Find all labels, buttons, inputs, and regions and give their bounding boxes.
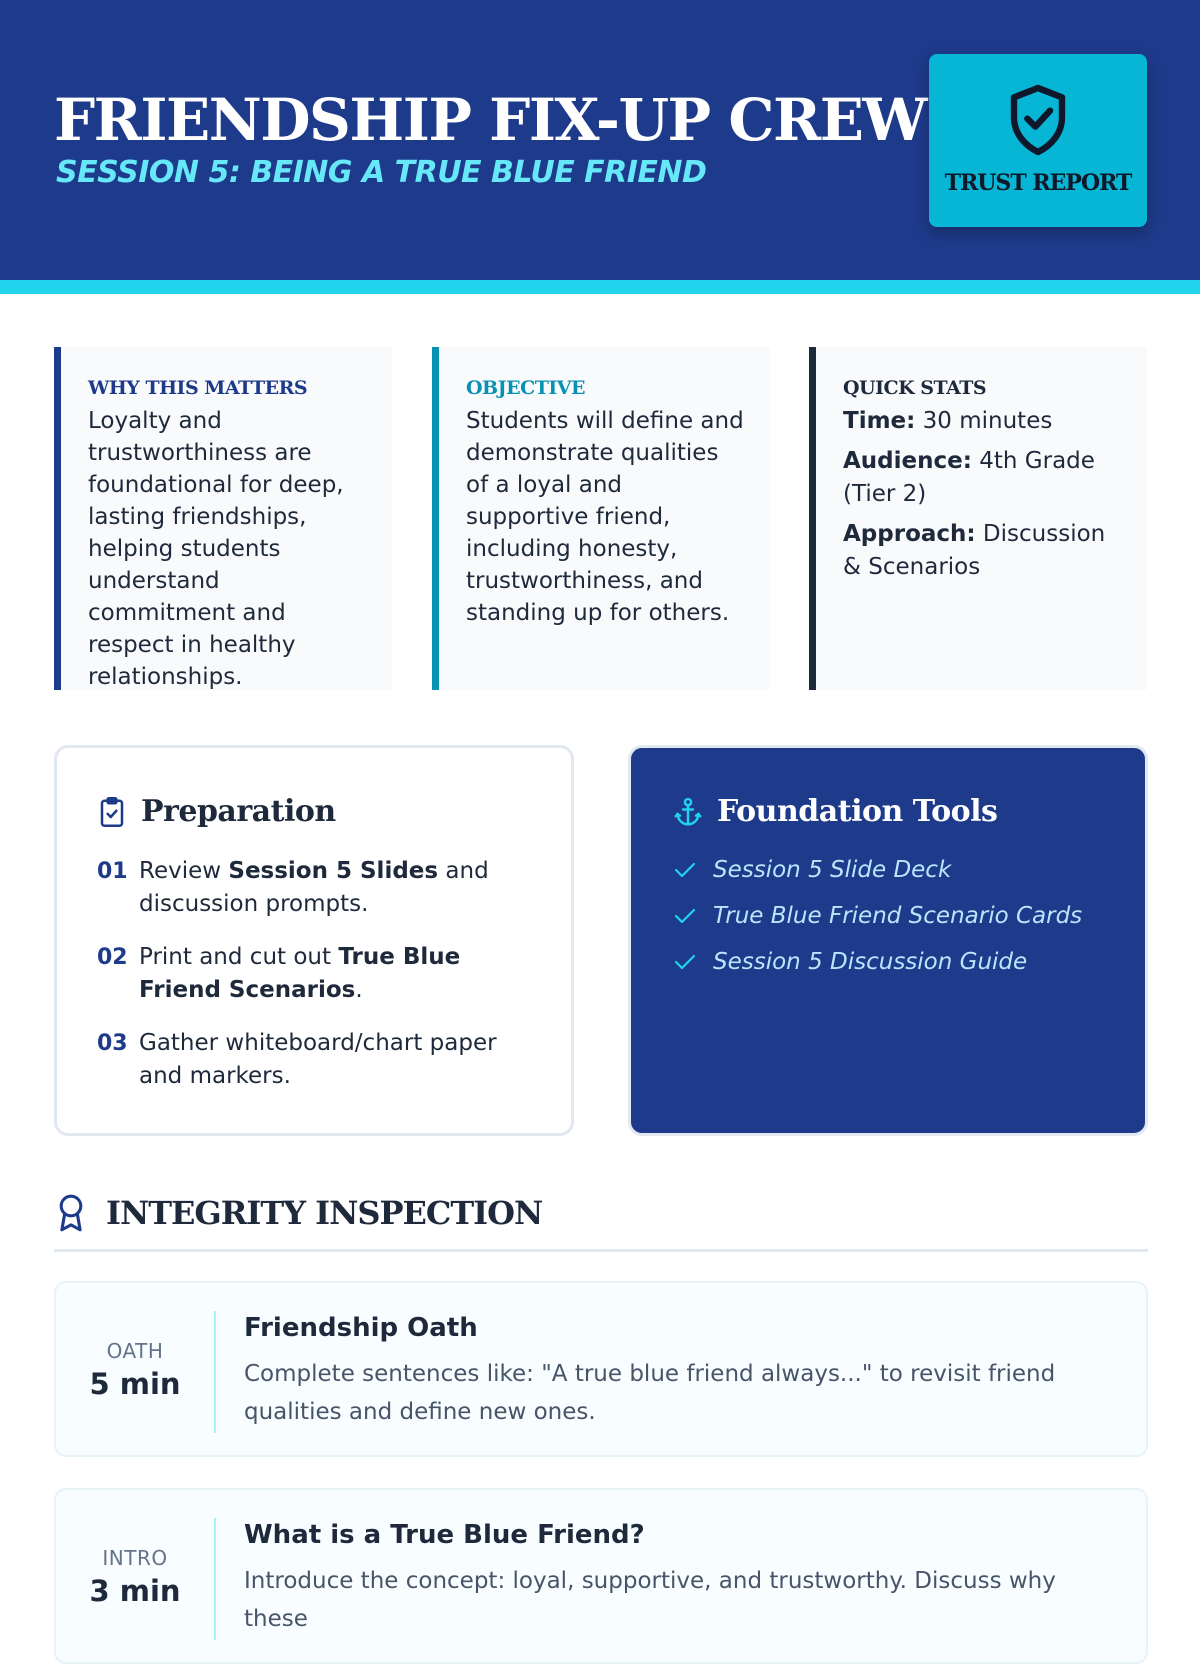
activity-description: Introduce the concept: loyal, supportive, and trustworthy. Discuss why these (244, 1568, 1056, 1632)
prep-step (97, 855, 533, 921)
page-title: FRIENDSHIP FIX-UP CREW (54, 86, 927, 154)
activity-tag: OATH (106, 1339, 164, 1363)
clipboard-check-icon (97, 795, 127, 829)
quick-stats-card (809, 347, 1147, 690)
header-banner (0, 0, 1200, 280)
tool-item-label: Session 5 Discussion Guide (713, 949, 1028, 975)
activity-duration: 3 min (89, 1574, 181, 1608)
foundation-tools-header (673, 794, 1107, 829)
trust-report-label: TRUST REPORT (944, 170, 1132, 196)
prep-step-text (139, 1027, 533, 1093)
why-text: Loyalty and trustworthiness are foundational for deep, lasting friendships, helping students understand commitment and respect in healthy relationships. (88, 408, 344, 690)
stat-audience-key: Audience: (843, 448, 972, 474)
prep-step-text-pre: Gather whiteboard/chart paper and markers. (139, 1030, 497, 1089)
activity-card[interactable] (54, 1281, 1148, 1457)
prep-step-text-post: . (355, 977, 363, 1003)
shield-check-icon (1006, 82, 1070, 158)
activity-body (244, 1313, 1124, 1431)
foundation-tools-panel (628, 745, 1148, 1136)
anchor-icon (673, 796, 703, 828)
award-ribbon-icon (54, 1192, 88, 1234)
prep-step-text (139, 941, 533, 1007)
check-icon (673, 860, 697, 880)
stat-approach-key: Approach: (843, 521, 976, 547)
prep-step-text-bold: True Blue Friend Scenarios (139, 944, 461, 1003)
prep-step-text-bold: Session 5 Slides (228, 858, 439, 884)
prep-step-text (139, 855, 533, 921)
activity-time-block (56, 1518, 216, 1640)
header-accent-stripe (0, 280, 1200, 294)
check-icon (673, 952, 697, 972)
activity-tag: INTRO (102, 1546, 168, 1570)
preparation-header (97, 794, 533, 829)
tool-item-label: True Blue Friend Scenario Cards (713, 903, 1083, 929)
prep-step-number: 03 (97, 1031, 128, 1056)
stat-approach (843, 518, 1121, 584)
activity-body (244, 1520, 1124, 1638)
activity-title: Friendship Oath (244, 1313, 478, 1343)
stat-time (843, 405, 1121, 438)
stat-time-value: 30 minutes (922, 408, 1053, 434)
stat-audience-value: 4th Grade (Tier 2) (843, 448, 1095, 507)
objective-label: OBJECTIVE (466, 377, 585, 399)
objective-text: Students will define and demonstrate qualities of a loyal and supportive friend, including honesty, trustworthiness, and standing up for others. (466, 408, 744, 626)
trust-report-badge[interactable] (929, 54, 1147, 227)
tool-item[interactable] (673, 855, 1107, 885)
why-label: WHY THIS MATTERS (88, 377, 308, 399)
page-subtitle: SESSION 5: BEING A TRUE BLUE FRIEND (56, 155, 707, 190)
prep-step-number: 01 (97, 859, 128, 884)
activity-description: Complete sentences like: "A true blue friend always..." to revisit friend qualities and define new ones. (244, 1361, 1056, 1425)
prep-step (97, 1027, 533, 1093)
prep-step-text-post: and discussion prompts. (139, 858, 489, 917)
preparation-panel (54, 745, 574, 1136)
why-this-matters-card (54, 347, 392, 690)
prep-step-text-pre: Review (139, 858, 229, 884)
tool-item[interactable] (673, 947, 1107, 977)
prep-step (97, 941, 533, 1007)
section-title: INTEGRITY INSPECTION (106, 1194, 543, 1232)
check-icon (673, 906, 697, 926)
activity-card[interactable] (54, 1488, 1148, 1664)
tool-item[interactable] (673, 901, 1107, 931)
stat-audience (843, 445, 1121, 511)
objective-card (432, 347, 770, 690)
stat-approach-value: Discussion & Scenarios (843, 521, 1106, 580)
stat-time-key: Time: (843, 408, 916, 434)
activity-time-block (56, 1311, 216, 1433)
activity-title: What is a True Blue Friend? (244, 1520, 645, 1550)
quick-stats-label: QUICK STATS (843, 377, 987, 399)
tool-item-label: Session 5 Slide Deck (713, 857, 952, 883)
foundation-tools-title: Foundation Tools (717, 794, 998, 829)
prep-step-text-pre: Print and cut out (139, 944, 339, 970)
prep-step-number: 02 (97, 945, 128, 970)
activity-duration: 5 min (89, 1367, 181, 1401)
preparation-title: Preparation (141, 794, 336, 829)
integrity-inspection-header (54, 1192, 1148, 1252)
